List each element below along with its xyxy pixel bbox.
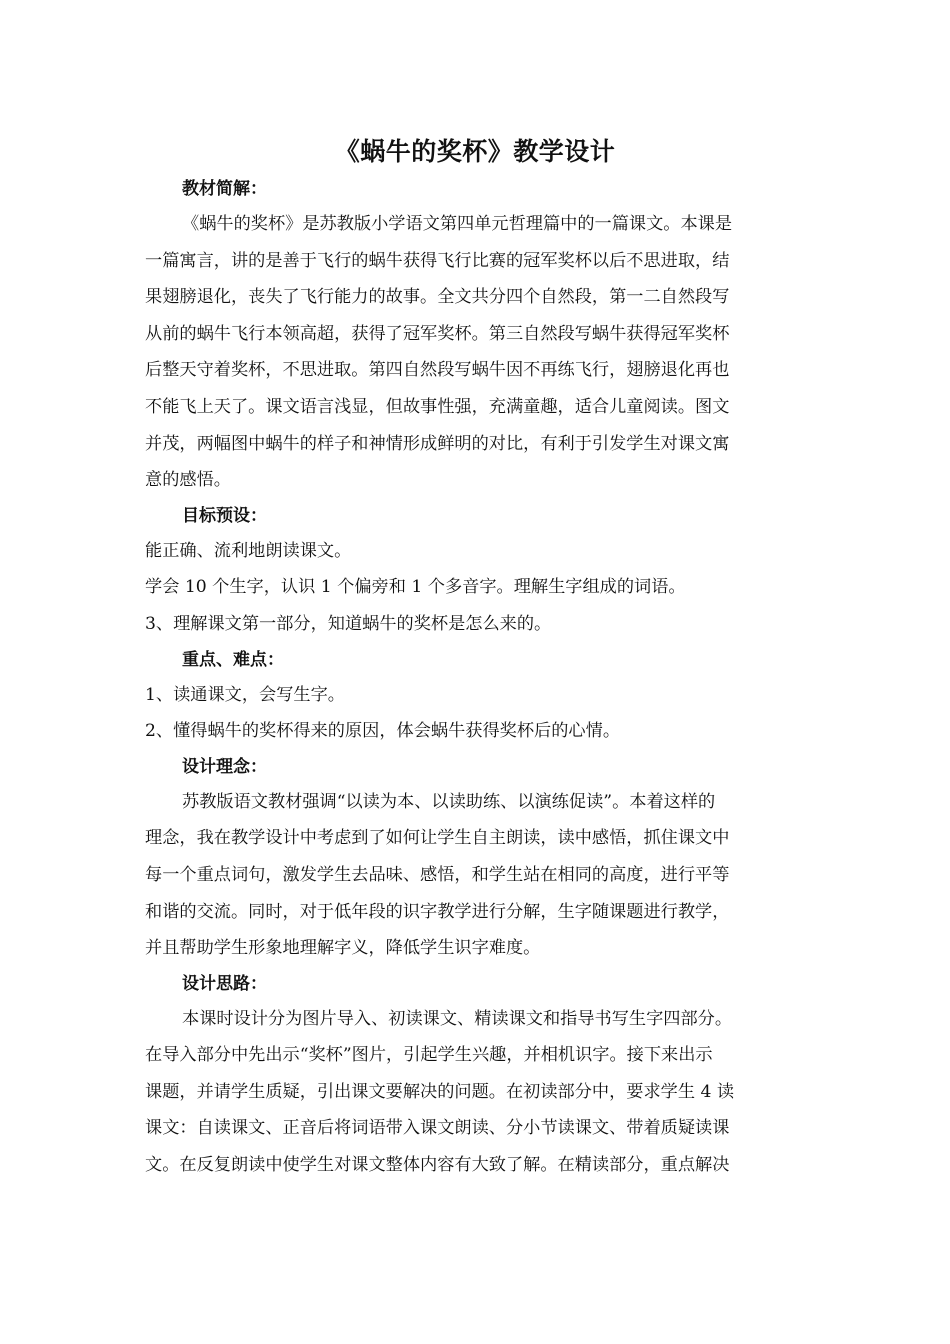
paragraph-line: 课文：自读课文、正音后将词语带入课文朗读、分小节读课文、带着质疑读课	[145, 1118, 730, 1139]
section-heading-key-points: 重点、难点：	[182, 649, 284, 670]
paragraph-line: 文。在反复朗读中使学生对课文整体内容有大致了解。在精读部分，重点解决	[145, 1155, 730, 1176]
document-body	[145, 172, 805, 1184]
list-item: 学会 10 个生字，认识 1 个偏旁和 1 个多音字。理解生字组成的词语。	[145, 577, 686, 598]
paragraph-line: 每一个重点词句，激发学生去品味、感悟，和学生站在相同的高度，进行平等	[145, 864, 730, 885]
paragraph-line: 意的感悟。	[145, 470, 231, 491]
section-heading-concept: 设计理念：	[182, 756, 267, 777]
paragraph-line: 课题，并请学生质疑，引出课文要解决的问题。在初读部分中，要求学生 4 读	[145, 1081, 735, 1102]
intro-paragraph	[145, 206, 805, 499]
paragraph-line: 不能飞上天了。课文语言浅显，但故事性强，充满童趣，适合儿童阅读。图文	[145, 396, 730, 417]
section-heading-goals: 目标预设：	[182, 505, 267, 526]
paragraph-line: 理念，我在教学设计中考虑到了如何让学生自主朗读，读中感悟，抓住课文中	[145, 828, 730, 849]
paragraph-line: 从前的蜗牛飞行本领高超，获得了冠军奖杯。第三自然段写蜗牛获得冠军奖杯	[145, 323, 730, 344]
document-title: 《蜗牛的奖杯》教学设计	[334, 137, 616, 166]
paragraph-line: 并茂，两幅图中蜗牛的样子和神情形成鲜明的对比，有利于引发学生对课文寓	[145, 433, 730, 454]
paragraph-line: 本课时设计分为图片导入、初读课文、精读课文和指导书写生字四部分。	[182, 1008, 733, 1029]
list-item: 2、懂得蜗牛的奖杯得来的原因，体会蜗牛获得奖杯后的心情。	[145, 721, 621, 742]
section-heading-intro: 教材简解：	[182, 179, 267, 199]
paragraph-line: 果翅膀退化，丧失了飞行能力的故事。全文共分四个自然段，第一二自然段写	[145, 287, 730, 308]
goals-list	[145, 533, 805, 643]
paragraph-line: 和谐的交流。同时，对于低年段的识字教学进行分解，生字随课题进行教学，	[145, 901, 730, 922]
paragraph-line: 苏教版语文教材强调“以读为本、以读助练、以演练促读”。本着这样的	[182, 791, 716, 812]
paragraph-line: 后整天守着奖杯，不思进取。第四自然段写蜗牛因不再练飞行，翅膀退化再也	[145, 360, 730, 381]
paragraph-line: 在导入部分中先出示“奖杯”图片，引起学生兴趣，并相机识字。接下来出示	[145, 1045, 713, 1066]
paragraph-line: 一篇寓言，讲的是善于飞行的蜗牛获得飞行比赛的冠军奖杯以后不思进取，结	[145, 250, 730, 271]
section-heading-approach: 设计思路：	[182, 973, 267, 994]
list-item: 能正确、流利地朗读课文。	[145, 540, 352, 561]
paragraph-line: 并且帮助学生形象地理解字义，降低学生识字难度。	[145, 938, 541, 959]
list-item: 1、读通课文，会写生字。	[145, 684, 345, 705]
key-points-list	[145, 677, 805, 750]
list-item: 3、理解课文第一部分，知道蜗牛的奖杯是怎么来的。	[145, 613, 552, 634]
approach-paragraph	[145, 1001, 805, 1184]
concept-paragraph	[145, 784, 805, 967]
paragraph-line: 《蜗牛的奖杯》是苏教版小学语文第四单元哲理篇中的一篇课文。本课是	[182, 214, 733, 234]
